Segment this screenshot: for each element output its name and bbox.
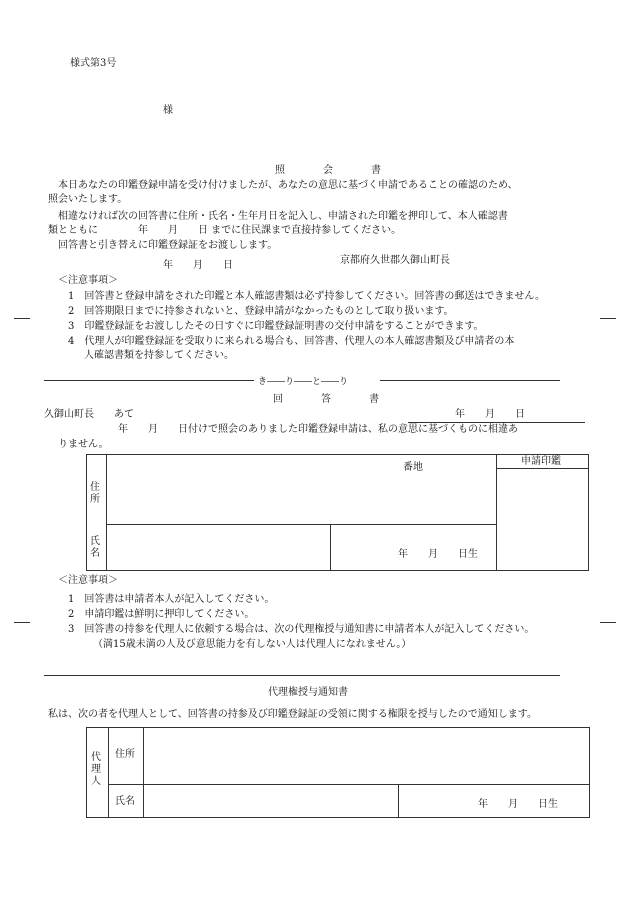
reply-address-label: 住所 bbox=[90, 482, 100, 505]
reply-name-label: 氏名 bbox=[90, 536, 100, 559]
fold-mark bbox=[14, 318, 30, 319]
proxy-birth-date: 年 月 日生 bbox=[478, 799, 558, 810]
reply-notes-heading: ＜注意事項＞ bbox=[58, 575, 118, 586]
inquiry-note-item: 1 回答書と登録申請をされた印鑑と本人確認書類は必ず持参してください。回答書の郵送はできません。 bbox=[68, 291, 545, 302]
inquiry-date: 年 月 日 bbox=[163, 260, 233, 271]
seal-box[interactable] bbox=[496, 454, 589, 571]
cut-line-left bbox=[44, 380, 254, 381]
reply-note-item: 3 回答書の持参を代理人に依頼する場合は、次の代理権授与通知書に申請者本人が記入してください。 bbox=[68, 624, 535, 635]
reply-note-item: （満15歳未満の人及び意思能力を有しない人は代理人になれません。） bbox=[93, 639, 412, 650]
inquiry-note-item: 人確認書類を持参してください。 bbox=[84, 350, 234, 361]
cut-line-label: き――り――と――り bbox=[258, 377, 349, 387]
inquiry-para1-line1: 本日あなたの印鑑登録申請を受け付けましたが、あなたの意思に基づく申請であることの確認のため、 bbox=[58, 180, 518, 191]
reply-title: 回 答 書 bbox=[273, 394, 393, 405]
inquiry-para2-line2: 類とともに 年 月 日 までに住民課まで直接持参してください。 bbox=[48, 225, 402, 236]
reply-name-field[interactable] bbox=[107, 525, 329, 570]
reply-date: 年 月 日 bbox=[455, 409, 525, 420]
seal-box-divider bbox=[496, 468, 589, 469]
inquiry-para3: 回答書と引き替えに印鑑登録証をお渡しします。 bbox=[58, 240, 278, 251]
proxy-address-field[interactable] bbox=[144, 728, 589, 783]
inquiry-note-item: 2 回答期限日までに持参されないと、登録申請がなかったものとして取り扱います。 bbox=[68, 306, 454, 317]
proxy-address-label: 住所 bbox=[115, 749, 135, 760]
reply-body-line1: 年 月 日付けで照会のありました印鑑登録申請は、私の意思に基づくものに相違あ bbox=[118, 424, 518, 435]
reply-body-line2: りません。 bbox=[58, 439, 109, 450]
inquiry-title: 照 会 書 bbox=[275, 165, 395, 176]
reply-note-item: 2 申請印鑑は鮮明に押印してください。 bbox=[68, 609, 255, 620]
proxy-table-divider bbox=[398, 784, 399, 818]
proxy-title: 代理権授与通知書 bbox=[268, 687, 348, 698]
section-separator bbox=[44, 675, 560, 676]
proxy-statement: 私は、次の者を代理人として、回答書の持参及び印鑑登録証の受領に関する権限を授与したので通知します。 bbox=[48, 709, 537, 720]
inquiry-para1-line2: 照会いたします。 bbox=[48, 194, 128, 205]
inquiry-note-item: 3 印鑑登録証をお渡ししたその日すぐに印鑑登録証明書の交付申請をすることができます。 bbox=[68, 321, 484, 332]
reply-banchi: 番地 bbox=[403, 462, 423, 473]
reply-address-field[interactable] bbox=[107, 471, 496, 524]
inquiry-issuer: 京都府久世郡久御山町長 bbox=[340, 255, 450, 266]
fold-mark bbox=[600, 622, 616, 623]
proxy-table-divider bbox=[108, 727, 109, 818]
seal-label: 申請印鑑 bbox=[521, 456, 561, 467]
fold-mark bbox=[14, 622, 30, 623]
fold-mark bbox=[600, 318, 616, 319]
proxy-name-field[interactable] bbox=[144, 785, 397, 817]
inquiry-note-item: 4 代理人が印鑑登録証を受取りに来られる場合も、回答書、代理人の本人確認書類及び申請者の本 bbox=[68, 336, 515, 347]
inquiry-notes-heading: ＜注意事項＞ bbox=[58, 275, 118, 286]
reply-addressee: 久御山町長 あて bbox=[44, 409, 134, 420]
reply-note-item: 1 回答書は申請者本人が記入してください。 bbox=[68, 594, 275, 605]
addressee-suffix: 様 bbox=[163, 105, 173, 116]
form-number: 様式第3号 bbox=[70, 58, 117, 69]
proxy-agent-label: 代理人 bbox=[91, 752, 101, 787]
inquiry-para2-line1: 相違なければ次の回答書に住所・氏名・生年月日を記入し、申請された印鑑を押印して、本人確認書 bbox=[58, 211, 508, 222]
reply-birth-date: 年 月 日生 bbox=[398, 549, 478, 560]
reply-table-divider bbox=[330, 524, 331, 571]
cut-line-right bbox=[380, 380, 560, 381]
proxy-name-label: 氏名 bbox=[115, 796, 135, 807]
